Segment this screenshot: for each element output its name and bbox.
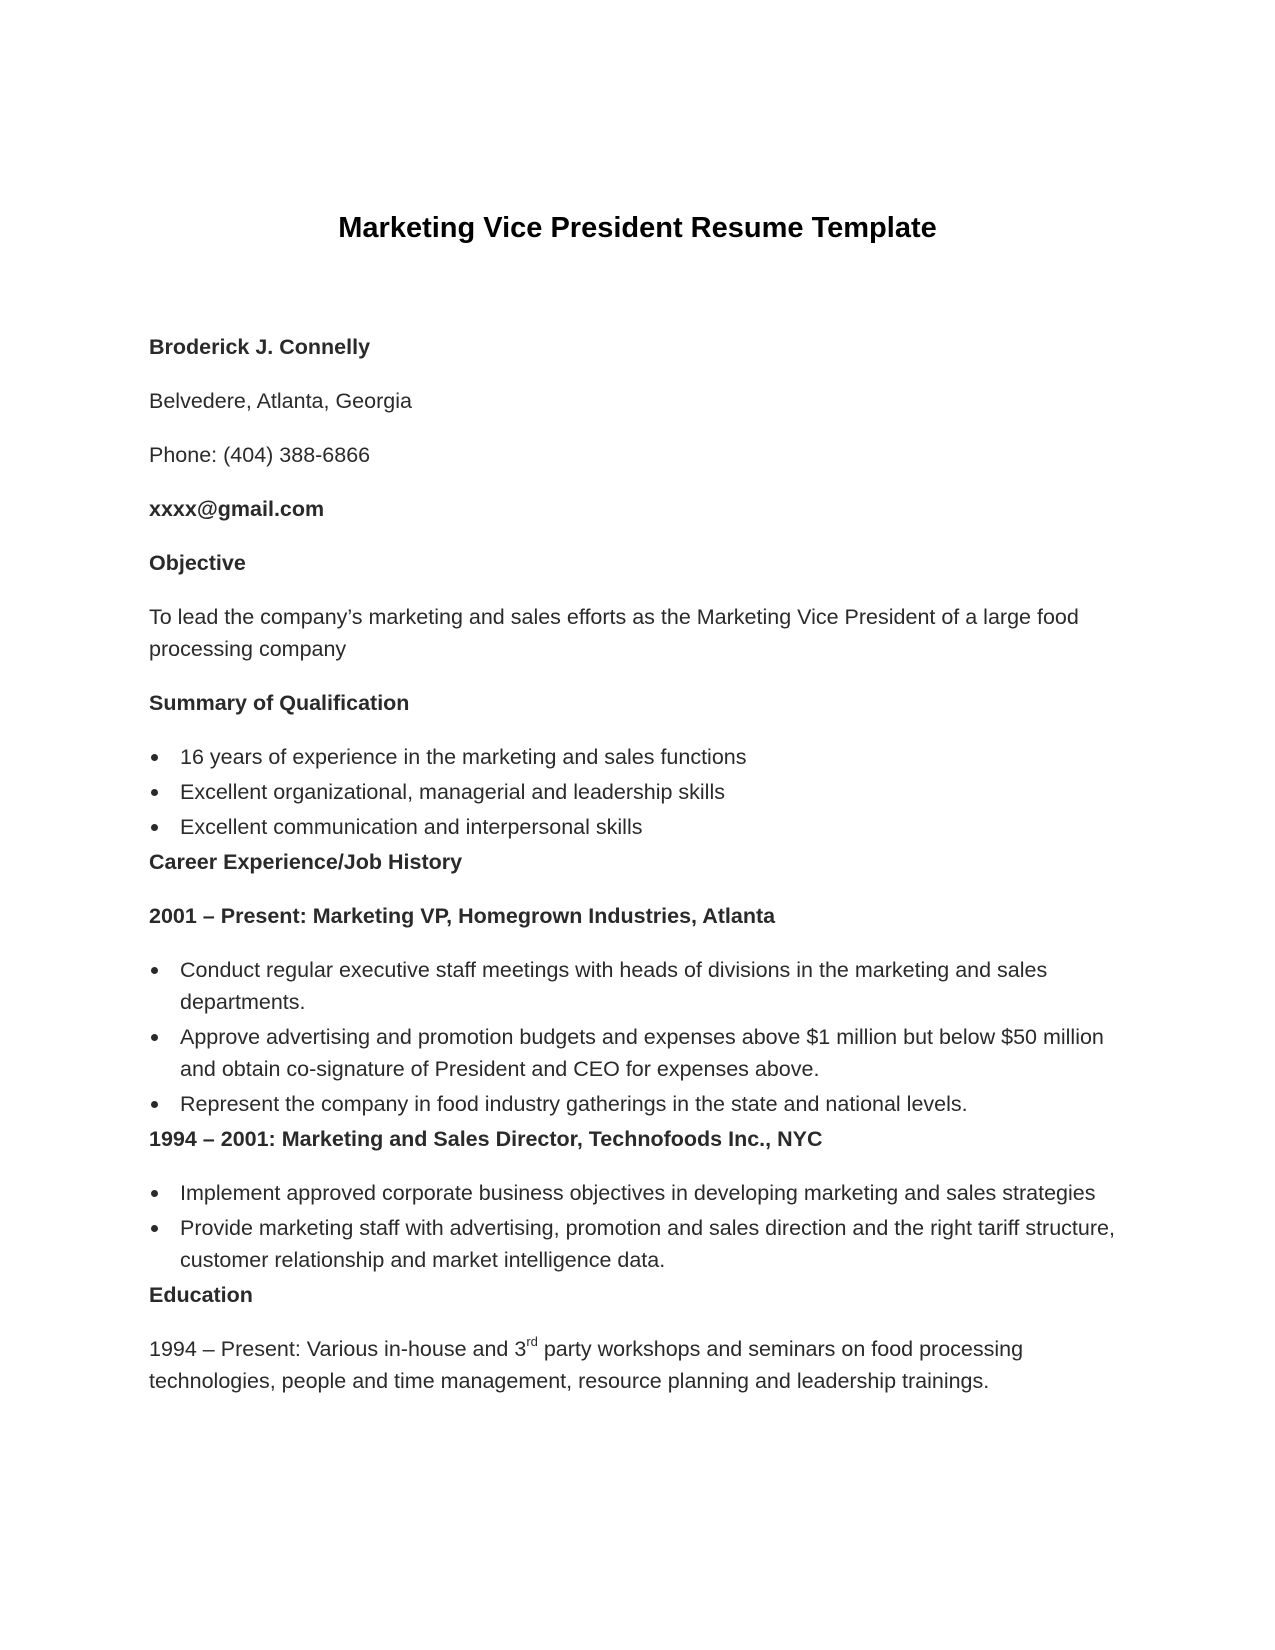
job-2-duties <box>149 1177 1124 1276</box>
objective-heading: Objective <box>149 551 246 575</box>
bullet-icon <box>151 967 158 974</box>
list-item: Represent the company in food industry gatherings in the state and national levels. <box>180 1088 1124 1120</box>
candidate-location: Belvedere, Atlanta, Georgia <box>149 389 412 413</box>
candidate-email: xxxx@gmail.com <box>149 497 325 521</box>
job-title-2: 1994 – 2001: Marketing and Sales Director, Technofoods Inc., NYC <box>149 1127 823 1151</box>
career-heading: Career Experience/Job History <box>149 850 463 874</box>
candidate-name: Broderick J. Connelly <box>149 335 371 359</box>
list-item: Implement approved corporate business objectives in developing marketing and sales strategies <box>180 1177 1124 1209</box>
list-item: Conduct regular executive staff meetings with heads of divisions in the marketing and sales departments. <box>180 954 1124 1018</box>
list-item: Approve advertising and promotion budgets and expenses above $1 million but below $50 million and obtain co-signature of President and CEO for expenses above. <box>180 1021 1124 1085</box>
summary-list <box>149 741 1124 843</box>
list-item: 16 years of experience in the marketing and sales functions <box>180 741 1124 773</box>
bullet-icon <box>151 754 158 761</box>
bullet-icon <box>151 789 158 796</box>
education-text: 1994 – Present: Various in-house and 3rd party workshops and seminars on food processing technologies, people and time management, resource planning and leadership trainings. <box>149 1333 1024 1393</box>
education-heading: Education <box>149 1283 253 1307</box>
job-1-duties <box>149 954 1124 1120</box>
objective-text: To lead the company’s marketing and sales efforts as the Marketing Vice President of a large food processing company <box>149 605 1079 661</box>
list-item: Excellent organizational, managerial and leadership skills <box>180 776 1124 808</box>
bullet-icon <box>151 824 158 831</box>
resume-body <box>149 331 1124 1397</box>
list-item: Excellent communication and interpersonal skills <box>180 811 1124 843</box>
bullet-icon <box>151 1225 158 1232</box>
bullet-icon <box>151 1034 158 1041</box>
list-item: Provide marketing staff with advertising, promotion and sales direction and the right tariff structure, customer relationship and market intelligence data. <box>180 1212 1124 1276</box>
bullet-icon <box>151 1101 158 1108</box>
page-title: Marketing Vice President Resume Template <box>338 212 937 244</box>
bullet-icon <box>151 1190 158 1197</box>
job-title-1: 2001 – Present: Marketing VP, Homegrown Industries, Atlanta <box>149 904 776 928</box>
summary-heading: Summary of Qualification <box>149 691 410 715</box>
candidate-phone: Phone: (404) 388-6866 <box>149 443 371 467</box>
